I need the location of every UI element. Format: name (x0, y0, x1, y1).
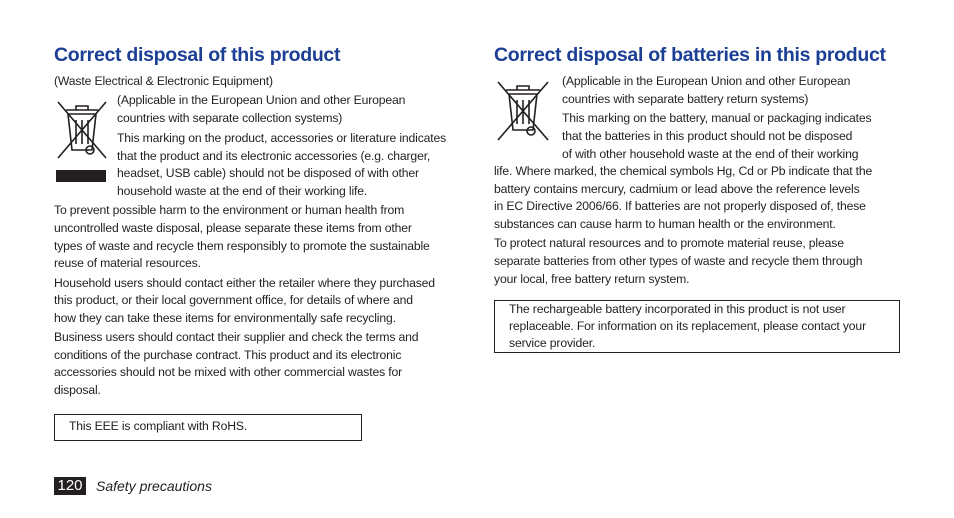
left-title: Correct disposal of this product (54, 44, 341, 66)
right-title: Correct disposal of batteries in this product (494, 44, 886, 66)
weee-subtitle: (Waste Electrical & Electronic Equipment) (54, 74, 273, 88)
battery-note-line: service provider. (509, 336, 596, 350)
battery-note-box (494, 300, 900, 353)
rohs-note: This EEE is compliant with RoHS. (69, 419, 248, 433)
crossed-out-wheelie-bin-icon (54, 96, 110, 191)
crossed-out-battery-bin-icon (494, 76, 552, 151)
battery-note-line: The rechargeable battery incorporated in this product is not user (509, 302, 846, 316)
battery-note-line: replaceable. For information on its replacement, please contact your (509, 319, 866, 333)
page-number: 120 (54, 477, 86, 495)
rohs-note-box (54, 414, 362, 441)
section-name: Safety precautions (96, 478, 212, 494)
